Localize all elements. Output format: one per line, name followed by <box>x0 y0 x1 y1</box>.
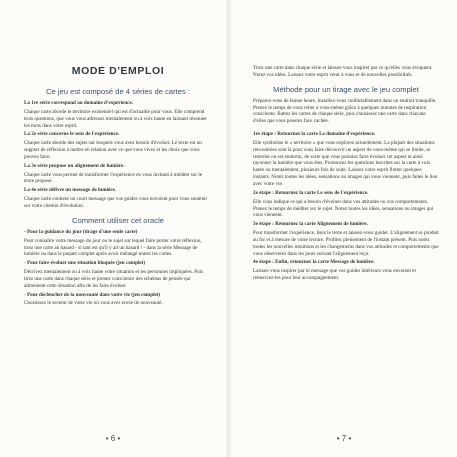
use-3-body: Choisissez le secteur de votre vie où vous avez envie de nouveauté. <box>24 300 163 307</box>
step-4-lead: 4e étape : Enfin, retournez la carte Message de lumière. <box>253 259 375 266</box>
step-3-lead: 3e étape : Retournez la carte Alignement de lumière. <box>253 221 368 228</box>
step-1-body: Elle symbolise le « territoire » que vous explorez actuellement. La plupart des situations rencontrées sont là pour vous faire découvrir un aspect de vous-même qui se limite, se restreint ou est endormi, de sorte que vous puissiez faire évoluer cet aspect et ainsi rayonner la lumière que vous êtes. Prononcez les questions inscrites sur la carte à voix haute ou mentalement, plusieurs fois de suite. Laissez votre esprit flotter quelques instants. Notez toutes les idées, sensations ou images qui vous viennent, puis faites le lien avec votre vie. <box>253 139 438 187</box>
use-2-lead: - Pour faire évoluer une situation bloquée (jeu complet) <box>24 260 146 267</box>
series-4-lead: La 4e série délivre un message de lumière. <box>24 187 117 194</box>
series-2-lead: La 2e série concerne le sens de l'expérience. <box>24 131 120 138</box>
right-page <box>231 0 457 457</box>
series-1-lead: La 1re série correspond au domaine d'expérience. <box>24 100 134 106</box>
step-4-body: Laissez-vous inspirer par le message que vos guides intérieurs vous envoient et remerciez-les pour leur accompagnement. <box>253 268 416 282</box>
use-2-body: Décrivez mentalement ou à voix haute votre situation et les personnes impliquées. Puis tirez une carte dans chaque série et prenez conscience des schémas de pensée qui alimentent cette situation afin de les faire évoluer. <box>24 269 204 289</box>
series-3-lead: La 3e série propose un alignement de lumière. <box>24 162 125 169</box>
intro-paragraph: Tirez une carte dans chaque série et laissez-vous inspirer par ce qu'elles vous évoquent. Notez vos idées. Laissez votre esprit venir à vous et de nouvelles possibilités. <box>253 65 433 78</box>
step-1-lead: 1re étape : Retournez la carte Le domaine d'expérience. <box>253 131 376 138</box>
left-page <box>0 0 226 457</box>
prep-paragraph: Préparez-vous de bonne heure, installez-vous confortablement dans un endroit tranquille. Prenez le temps de vous relier à vous-même grâce à quelques minutes de respiration consciente. Battez les cartes de chaque série, puis choisissez une carte dans chacune d'elles que vous poserez face cachée. <box>253 97 437 125</box>
left-column <box>24 65 212 309</box>
right-column <box>253 65 439 284</box>
use-1-body: Pour connaître votre message du jour ou le sujet sur lequel faire porter votre réflexion, tirez une carte au hasard - si tant est qu'il y ait un hasard ! - dans la série Message de lumière ou dans le paquet complet après avoir mélangé toutes les cartes. <box>24 237 202 258</box>
series-2-body: Chaque carte aborde des sujets sur lesquels vous avez besoin d'évoluer. Le texte est un support de réflexion à mettre en relation avec ce que vous vivez et les choix que vous pouvez faire. <box>24 140 202 160</box>
use-3-lead: - Pour déclencher de la nouveauté dans votre vie (jeu complet) <box>24 291 161 298</box>
series-1-body: Chaque carte aborde le territoire existentiel qui est d'actualité pour vous. Elle comprend trois questions, que vous vous adressez mentalement ou à voix haute en laissant résonner les mots dans votre esprit. <box>24 108 208 129</box>
page-number-left: • 6 • <box>105 434 121 443</box>
section-heading-usage: Comment utiliser cet oracle <box>71 215 164 225</box>
step-3-body: Pour transformer l'expérience, lisez le texte et laissez-vous guider. L'alignement se produit au fur et à mesure de votre lecture. Profitez pleinement de l'instant présent. Puis notez toutes les nouvelles intuitions et les changements dans vos attitudes et comportements que vous observerez dans les jours suivant l'alignement reçu. <box>253 230 439 257</box>
series-4-body: Chaque carte contient un court message que vos guides vous envoient pour vous soutenir sur votre chemin d'évolution. <box>24 196 208 209</box>
step-2-lead: 2e étape : Retournez la carte Le sens de l'expérience. <box>253 189 369 196</box>
page-number-right: • 7 • <box>336 434 352 443</box>
series-3-body: Chaque carte vous permet de transformer l'expérience en vous invitant à méditer sur le texte proposé. <box>24 171 203 185</box>
page-title: MODE D'EMPLOI <box>71 65 165 77</box>
section-heading-method: Méthode pour un tirage avec le jeu complet <box>273 84 419 94</box>
section-heading-series: Ce jeu est composé de 4 séries de cartes : <box>46 87 190 96</box>
use-1-lead: - Pour la guidance du jour (tirage d'une seule carte) <box>24 228 138 235</box>
step-2-body: Elle vous indique ce qui a besoin d'évoluer dans vos attitudes ou vos comportements. Prenez le temps de méditer sur le sujet. Notez toutes les idées, sensations ou images qui vous viennent. <box>253 198 434 219</box>
